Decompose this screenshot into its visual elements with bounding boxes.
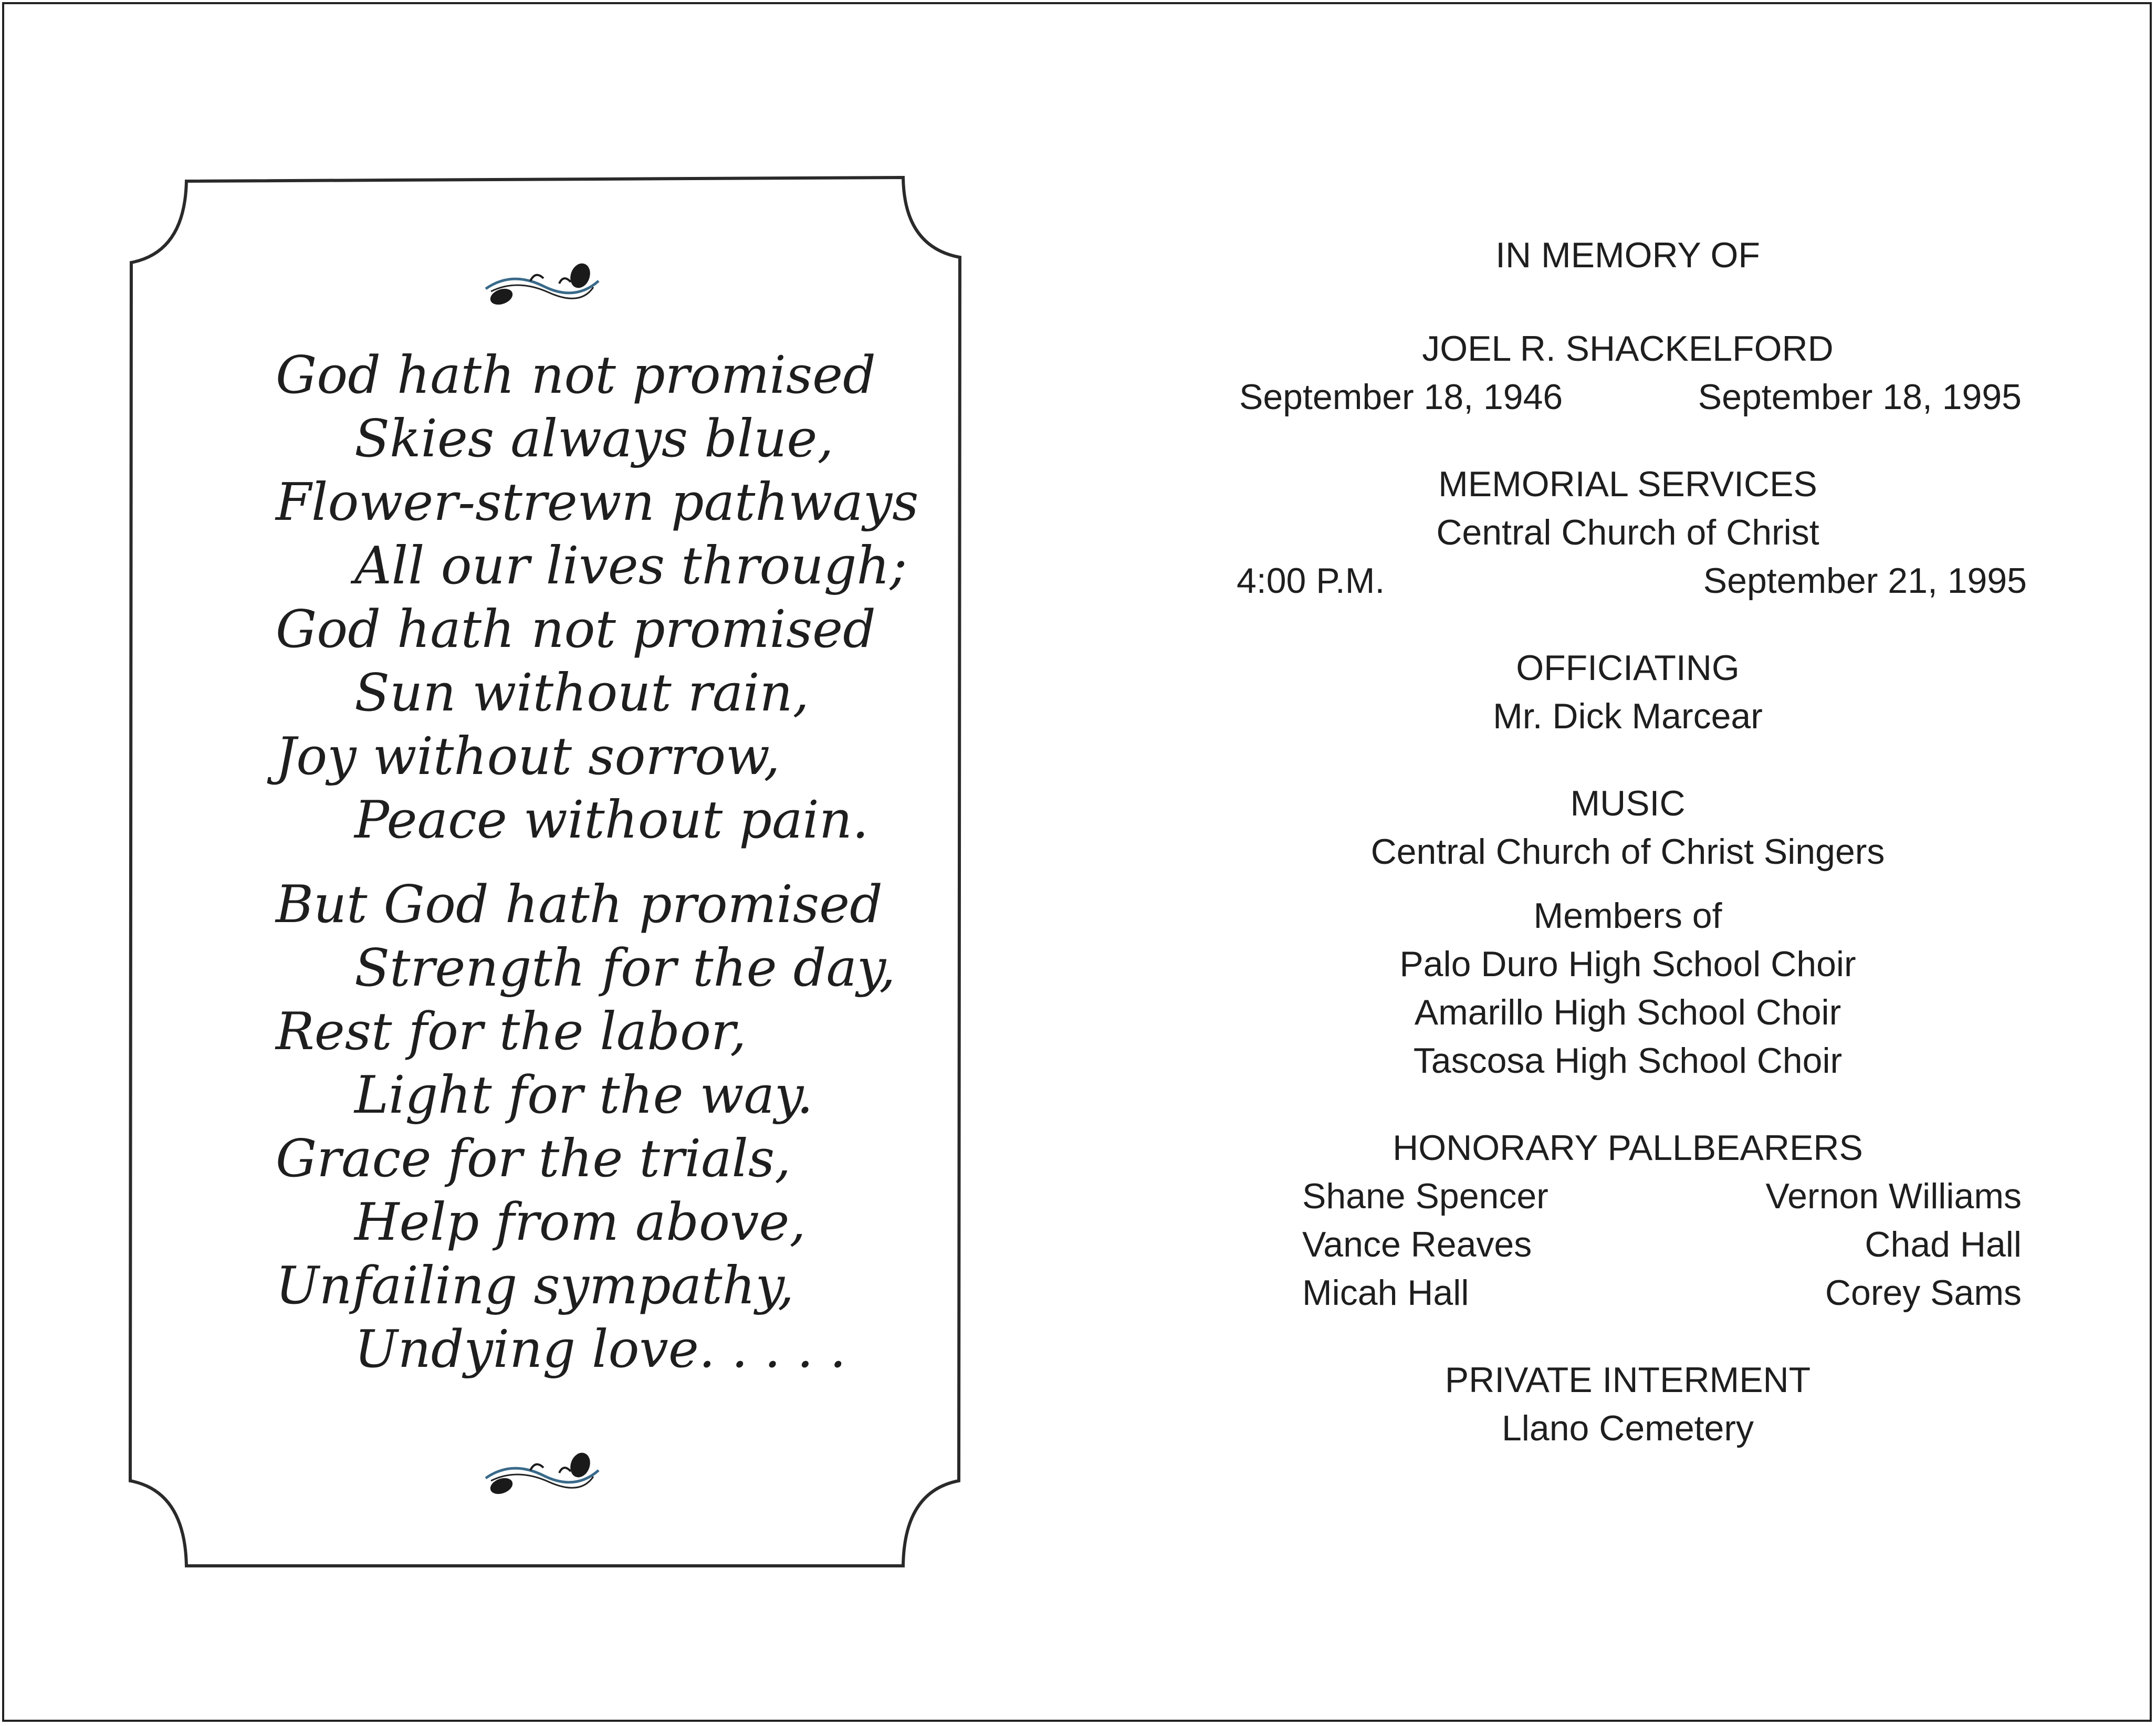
poem-line: Joy without sorrow, [276,727,780,787]
poem-line: Rest for the labor, [276,1002,747,1062]
deceased-section [1223,325,2032,421]
officiating-name: Mr. Dick Marcear [1493,696,1763,736]
choir-item: Tascosa High School Choir [1413,1041,1843,1081]
pallbearer-name: Vernon Williams [1765,1176,2022,1216]
deceased-name: JOEL R. SHACKELFORD [1422,329,1834,369]
birth-date: September 18, 1946 [1239,377,1563,417]
poem-line: Unfailing sympathy, [276,1256,794,1316]
officiating-section [1223,644,2032,740]
program-title: IN MEMORY OF [1495,235,1760,275]
poem-line: Flower-strewn pathways [276,473,919,532]
leaf-vine-ornament-icon [480,260,601,312]
officiating-heading: OFFICIATING [1516,648,1740,688]
services-section [1223,460,2032,605]
pallbearer-name: Micah Hall [1302,1273,1469,1313]
services-location: Central Church of Christ [1436,512,1819,552]
poem-line: Undying love. . . . . [354,1320,846,1379]
poem-line: Strength for the day, [354,938,896,998]
poem-line: God hath not promised [276,346,876,405]
memorial-program [1223,231,2032,1452]
music-performer: Central Church of Christ Singers [1370,832,1885,872]
choir-item: Amarillo High School Choir [1414,992,1841,1032]
pallbearer-name: Vance Reaves [1302,1225,1532,1264]
services-heading: MEMORIAL SERVICES [1438,464,1817,504]
poem-line: Grace for the trials, [276,1129,791,1189]
music-section [1223,779,2032,1085]
poem-line: Sun without rain, [354,663,809,723]
poem-line: Light for the way. [354,1065,813,1125]
pallbearer-name: Chad Hall [1865,1225,2022,1264]
pallbearers-list [1223,1172,2032,1317]
poem-line: God hath not promised [276,600,876,660]
music-heading: MUSIC [1570,783,1686,823]
pallbearer-name: Corey Sams [1825,1273,2022,1313]
interment-location: Llano Cemetery [1501,1408,1754,1448]
poem-line: But God hath promised [276,875,883,935]
poem-line: Help from above, [354,1192,806,1252]
interment-heading: PRIVATE INTERMENT [1445,1360,1811,1400]
poem-line: All our lives through; [354,536,907,596]
services-time-date [1223,557,2032,605]
choir-item: Palo Duro High School Choir [1399,944,1856,984]
services-date: September 21, 1995 [1703,561,2027,601]
poem-stanza-1 [276,344,932,852]
pallbearers-section [1223,1124,2032,1317]
life-dates [1223,373,2032,421]
poem [276,344,932,1382]
pallbearer-name: Shane Spencer [1302,1176,1548,1216]
music-members-label: Members of [1533,896,1722,936]
pallbearers-heading: HONORARY PALLBEARERS [1393,1128,1863,1168]
program-title-section [1223,231,2032,279]
poem-line: Peace without pain. [354,790,869,850]
interment-section [1223,1356,2032,1452]
services-time: 4:00 P.M. [1237,561,1385,601]
poem-stanza-2 [276,873,932,1382]
death-date: September 18, 1995 [1698,377,2022,417]
leaf-vine-ornament-icon [480,1449,601,1502]
poem-line: Skies always blue, [354,409,834,469]
